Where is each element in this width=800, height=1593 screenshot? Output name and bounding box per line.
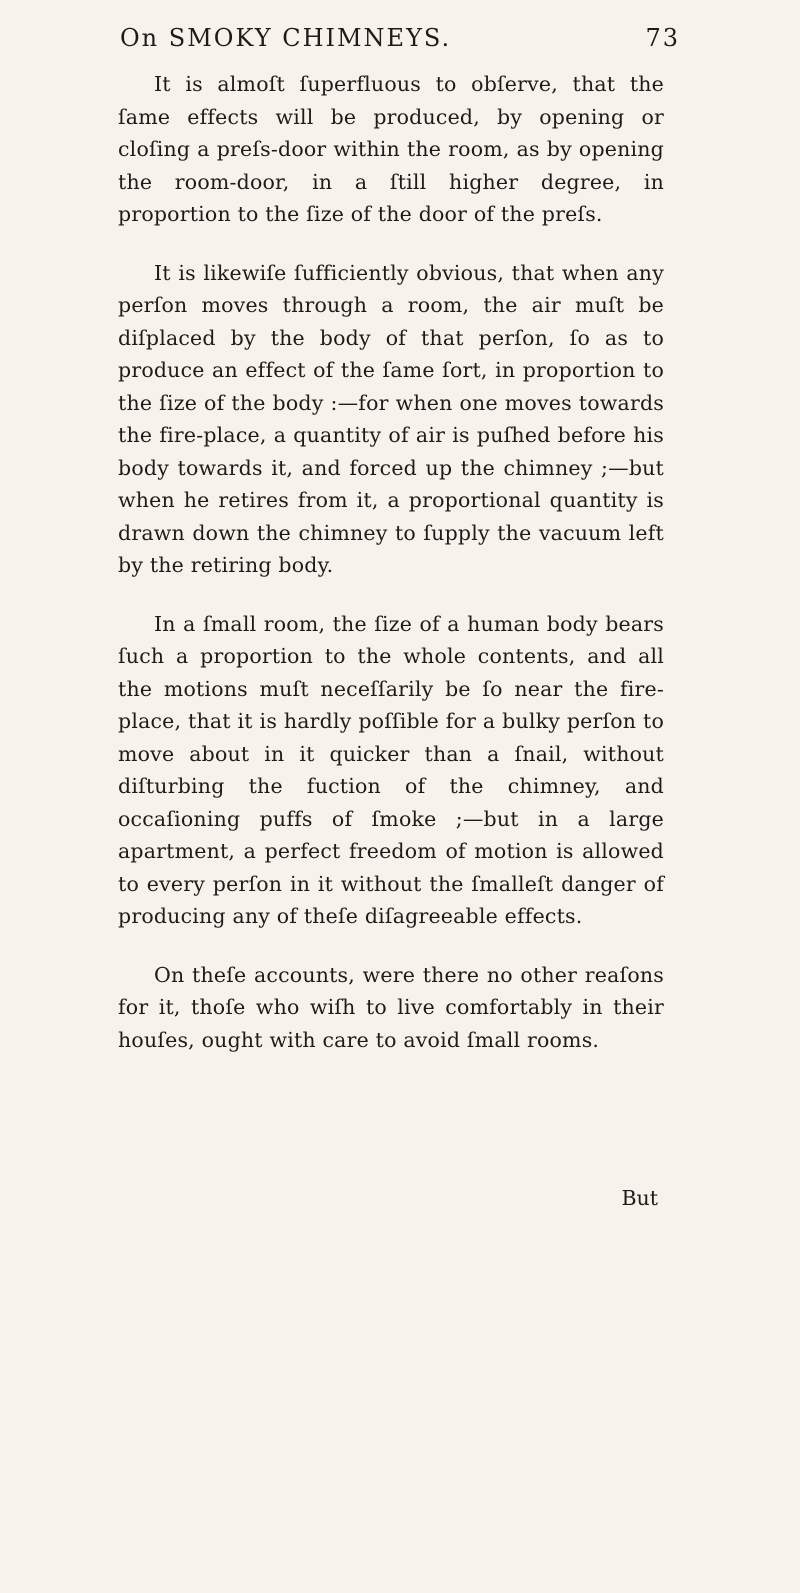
body-text: [118, 68, 664, 1056]
paragraph-2: It is likewiſe ſufficiently obvious, that when any perſon moves through a room, the air muſt be diſplaced by the body of that perſon, ſo as to produce an effect of the ſame ſort, in proportion to the ſize of the body :—for when one moves towards the fire-place, a quantity of air is puſhed before his body towards it, and forced up the chimney ;—but when he retires from it, a proportional quantity is drawn down the chimney to ſupply the vacuum left by the retiring body.: [118, 260, 664, 577]
paragraph-1: It is almoſt ſuperfluous to obſerve, that the ſame effects will be produced, by opening or cloſing a preſs-door within the room, as by opening the room-door, in a ſtill higher degree, in proportion to the ſize of the door of the preſs.: [118, 72, 664, 226]
catchword: But: [621, 1186, 658, 1210]
page-number: 73: [645, 24, 680, 52]
running-head-title: On SMOKY CHIMNEYS.: [120, 24, 452, 52]
running-head: [120, 24, 680, 60]
paragraph-3: In a ſmall room, the ſize of a human body bears ſuch a proportion to the whole contents, and all the motions muſt neceſſarily be ſo near the fire-place, that it is hardly poſſible for a bulky perſon to move about in it quicker than a ſnail, without diſturbing the fuction of the chimney, and occaſioning puffs of ſmoke ;—but in a large apartment, a perfect freedom of motion is allowed to every perſon in it without the ſmalleſt danger of producing any of theſe diſagreeable effects.: [118, 611, 664, 928]
paragraph-4: On theſe accounts, were there no other reaſons for it, thoſe who wiſh to live comfortably in their houſes, ought with care to avoid ſmall rooms.: [118, 962, 664, 1052]
